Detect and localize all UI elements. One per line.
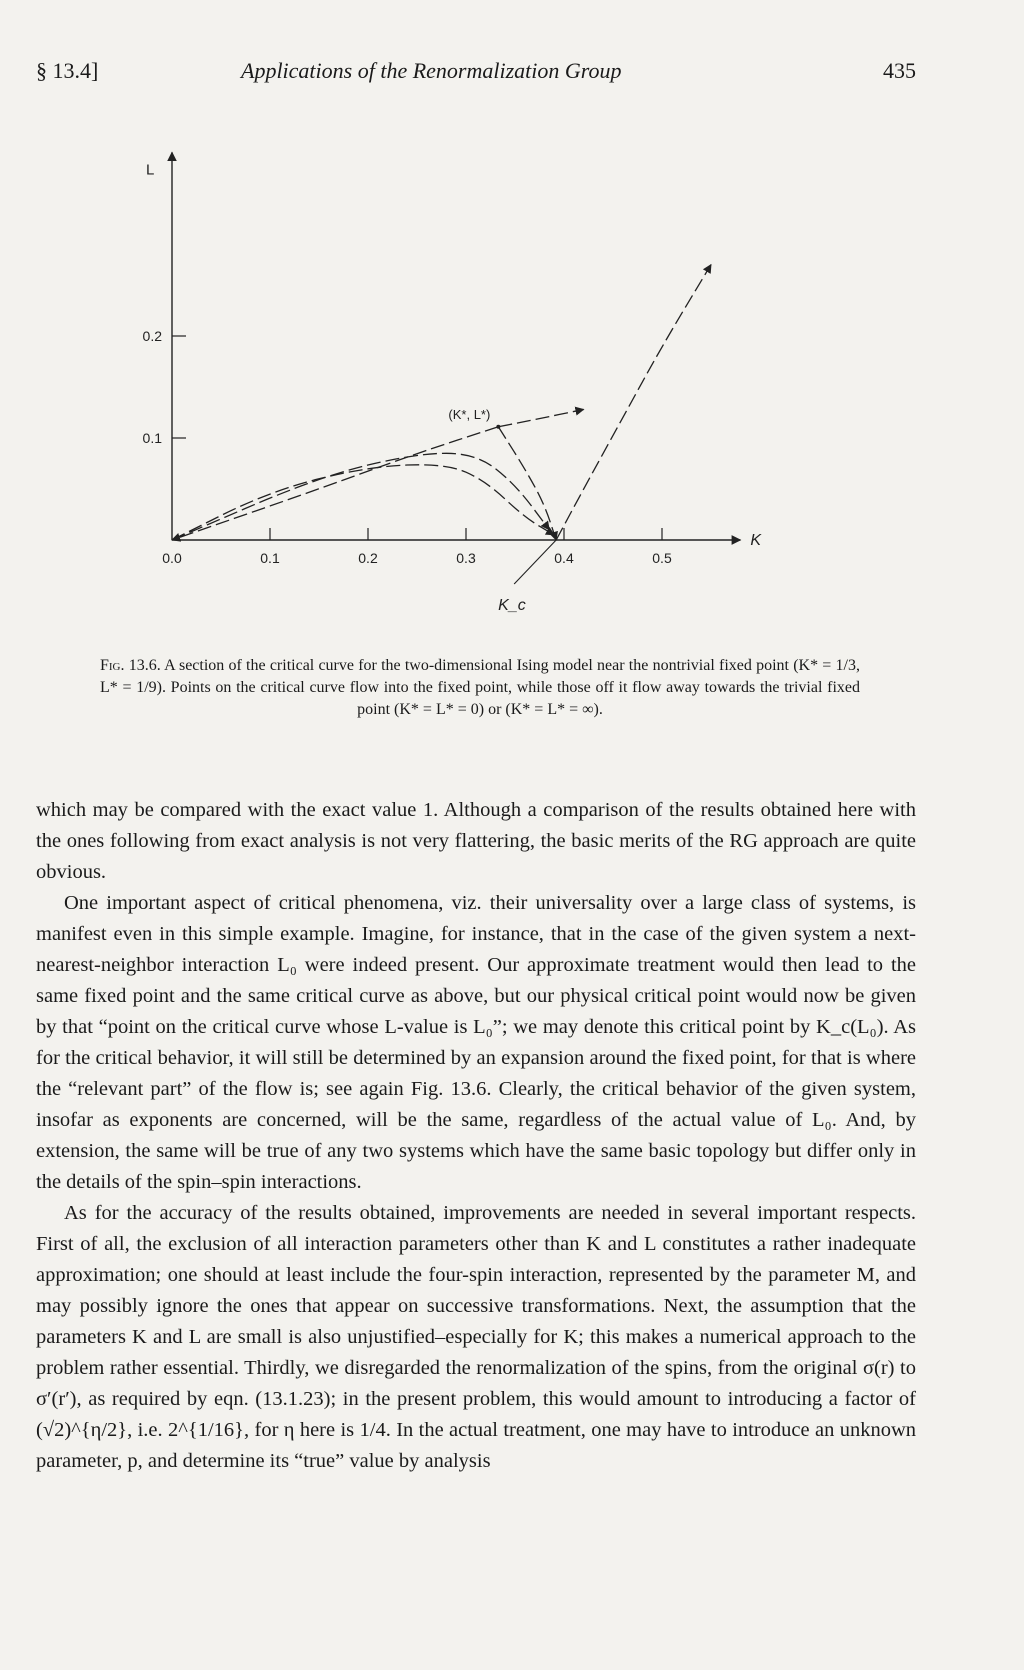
y-tick-label: 0.2 [142, 328, 162, 344]
kc-label: K_c [498, 597, 526, 614]
fixed-point-label: (K*, L*) [448, 406, 491, 422]
flow-curve [172, 453, 549, 540]
x-tick-label: 0.3 [456, 550, 476, 566]
axis-labels [143, 161, 763, 614]
axes [172, 152, 740, 584]
flow-curve [172, 465, 554, 540]
kc-leader-line [514, 540, 556, 584]
x-tick-label: 0.4 [554, 550, 574, 566]
fixed-point-marker [496, 425, 500, 429]
running-title: Applications of the Renormalization Group [241, 58, 622, 83]
flow-curve [172, 427, 498, 540]
flow-curves [172, 265, 711, 540]
paragraph-3: As for the accuracy of the results obtained, improvements are needed in several important respects. First of all, the exclusion of all interaction parameters other than K and L constitutes a rather inadequate approximation; one should at least include the four-spin interaction, represented by the parameter M, and may possibly ignore the ones that appear on successive transformations. Next, the assumption that the parameters K and L are small is also unjustified–especially for K; this makes a numerical approach to the problem rather essential. Thirdly, we disregarded the renormalization of the spins, from the original σ(r) to σ′(r′), as required by eqn. (13.1.23); in the present problem, this would amount to introducing a factor of (√2)^{η/2}, i.e. 2^{1/16}, for η here is 1/4. In the actual treatment, one may have to introduce an unknown parameter, p, and determine its “true” value by analysis [36, 1202, 916, 1472]
x-tick-label: 0.2 [358, 550, 378, 566]
y-axis-label: L [146, 161, 155, 179]
flow-curve [556, 265, 711, 540]
flow-curve [498, 427, 556, 540]
flow-curve [498, 409, 583, 426]
x-tick-label: 0.0 [162, 550, 182, 566]
caption-label: Fig. 13.6. [100, 657, 161, 674]
x-tick-label: 0.5 [652, 550, 672, 566]
x-tick-label: 0.1 [260, 550, 280, 566]
section-number: § 13.4] [36, 58, 99, 83]
x-axis-label: K [750, 532, 762, 549]
paragraph-2: One important aspect of critical phenomena, viz. their universality over a large class of systems, is manifest even in this simple example. Imagine, for instance, that in the case of the given system a next-nearest-neighbor interaction L₀ were indeed present. Our approximate treatment would then lead to the same fixed point and the same critical curve as above, but our physical critical point would now be given by that “point on the critical curve whose L-value is L₀”; we may denote this critical point by K_c(L₀). As for the critical behavior, it will still be determined by an expansion around the fixed point, for that is where the “relevant part” of the flow is; see again Fig. 13.6. Clearly, the critical behavior of the given system, insofar as exponents are concerned, will be the same, regardless of the actual value of L₀. And, by extension, the same will be true of any two systems which have the same basic topology but differ only in the details of the spin–spin interactions. [36, 892, 916, 1193]
running-header [36, 58, 916, 94]
page-number: 435 [883, 58, 916, 83]
figure-caption [100, 655, 860, 721]
figure-13-6 [0, 120, 1024, 640]
caption-text: A section of the critical curve for the two-dimensional Ising model near the nontrivial fixed point (K* = 1/3, L* = 1/9). Points on the critical curve flow into the fixed point, while those off it flow away towards the trivial fixed point (K* = L* = 0) or (K* = L* = ∞). [100, 657, 860, 718]
y-tick-label: 0.1 [142, 430, 162, 446]
body-text [36, 795, 916, 1477]
paragraph-1: which may be compared with the exact value 1. Although a comparison of the results obtained here with the ones following from exact analysis is not very flattering, the basic merits of the RG approach are quite obvious. [36, 799, 916, 883]
